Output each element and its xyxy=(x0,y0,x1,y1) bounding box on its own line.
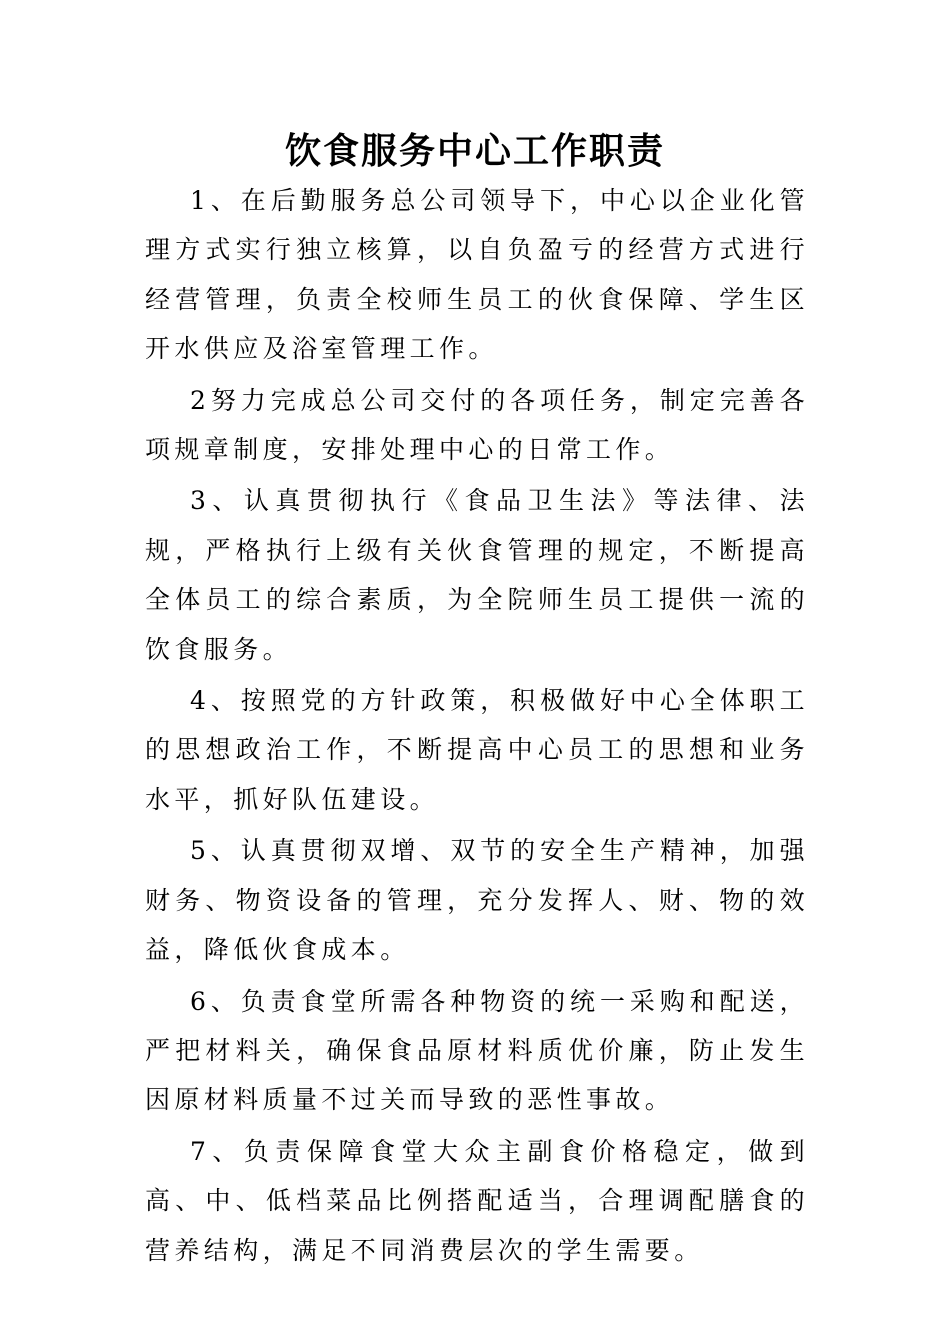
duty-paragraph-1: 1、在后勤服务总公司领导下，中心以企业化管理方式实行独立核算，以自负盈亏的经营方式进行经营管理，负责全校师生员工的伙食保障、学生区开水供应及浴室管理工作。 xyxy=(145,186,809,364)
document-body xyxy=(145,176,809,1277)
duty-paragraph-5: 5、认真贯彻双增、双节的安全生产精神，加强财务、物资设备的管理，充分发挥人、财、物的效益，降低伙食成本。 xyxy=(145,836,809,965)
document-title: 饮食服务中心工作职责 xyxy=(284,131,665,172)
duty-paragraph-6: 6、负责食堂所需各种物资的统一采购和配送，严把材料关，确保食品原材料质优价廉，防止发生因原材料质量不过关而导致的恶性事故。 xyxy=(145,986,809,1115)
duty-paragraph-3: 3、认真贯彻执行《食品卫生法》等法律、法规，严格执行上级有关伙食管理的规定，不断提高全体员工的综合素质，为全院师生员工提供一流的饮食服务。 xyxy=(145,486,809,664)
duty-paragraph-7: 7、负责保障食堂大众主副食价格稳定，做到高、中、低档菜品比例搭配适当，合理调配膳食的营养结构，满足不同消费层次的学生需要。 xyxy=(145,1136,809,1265)
duty-paragraph-2: 2努力完成总公司交付的各项任务，制定完善各项规章制度，安排处理中心的日常工作。 xyxy=(145,385,809,465)
duty-paragraph-4: 4、按照党的方针政策，积极做好中心全体职工的思想政治工作，不断提高中心员工的思想和业务水平，抓好队伍建设。 xyxy=(145,686,809,814)
